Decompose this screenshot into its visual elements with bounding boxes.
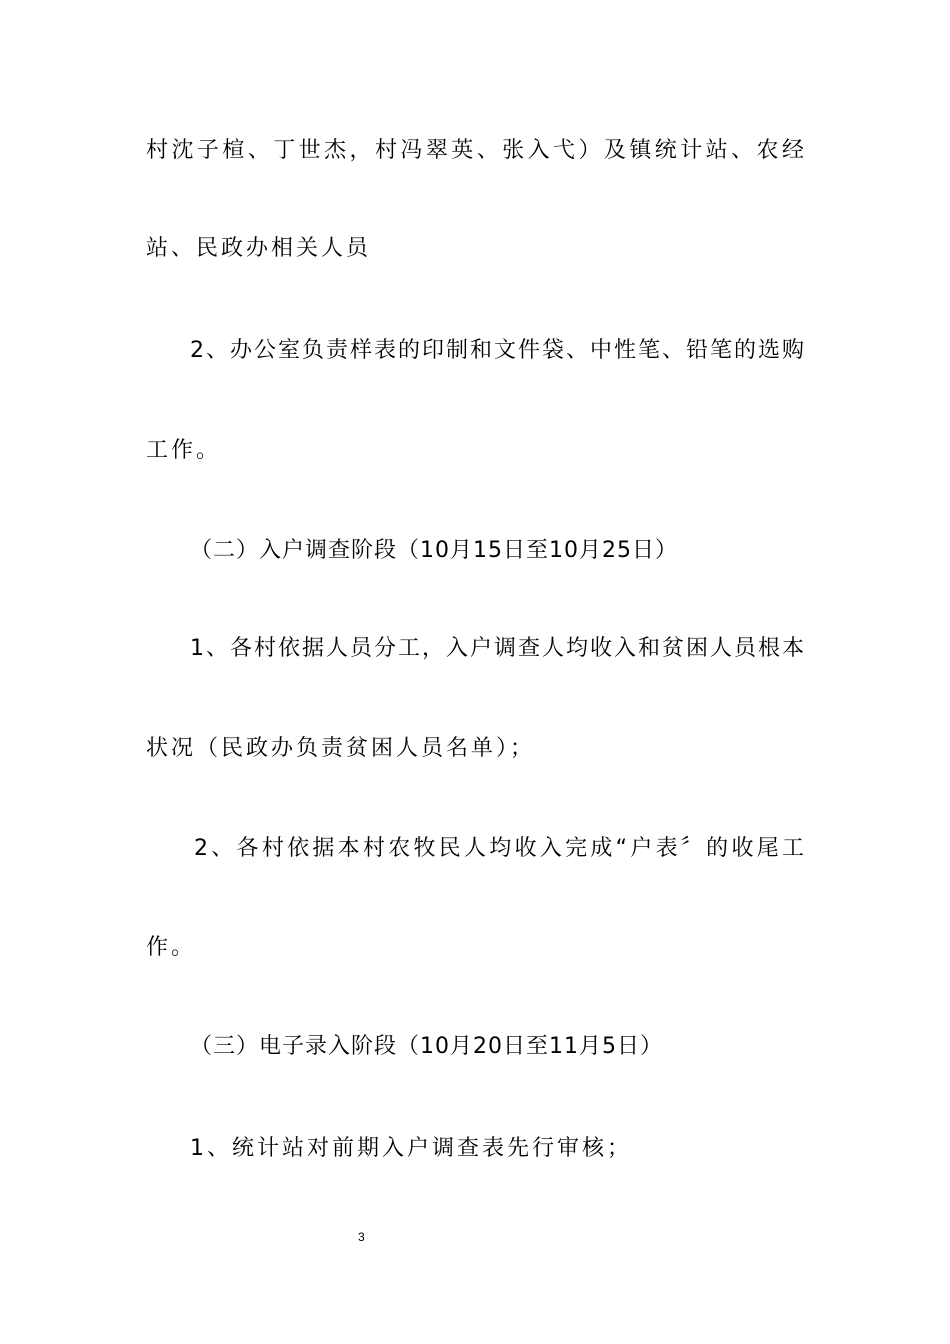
section-heading: （二）入户调查阶段（10月15日至10月25日）: [190, 538, 678, 563]
paragraph-line: 作。: [146, 935, 197, 960]
paragraph-line: 2、办公室负责样表的印制和文件袋、中性笔、铅笔的选购: [190, 338, 804, 363]
paragraph-line: 工作。: [146, 438, 222, 463]
paragraph-line: 1、统计站对前期入户调查表先行审核；: [190, 1136, 632, 1161]
paragraph-line: 站、民政办相关人员: [146, 236, 372, 261]
paragraph-line: 1、各村依据人员分工，入户调查人均收入和贫困人员根本: [190, 636, 804, 661]
paragraph-line: 2、各村依据本村农牧民人均收入完成“户表〞的收尾工: [194, 836, 804, 861]
paragraph-line: 状况（民政办负责贫困人员名单）；: [146, 736, 536, 761]
section-heading: （三）电子录入阶段（10月20日至11月5日）: [190, 1034, 663, 1059]
page-number: 3: [358, 1230, 365, 1244]
paragraph-line: 村沈子楦、丁世杰，村冯翠英、张入弋）及镇统计站、农经: [146, 138, 804, 163]
